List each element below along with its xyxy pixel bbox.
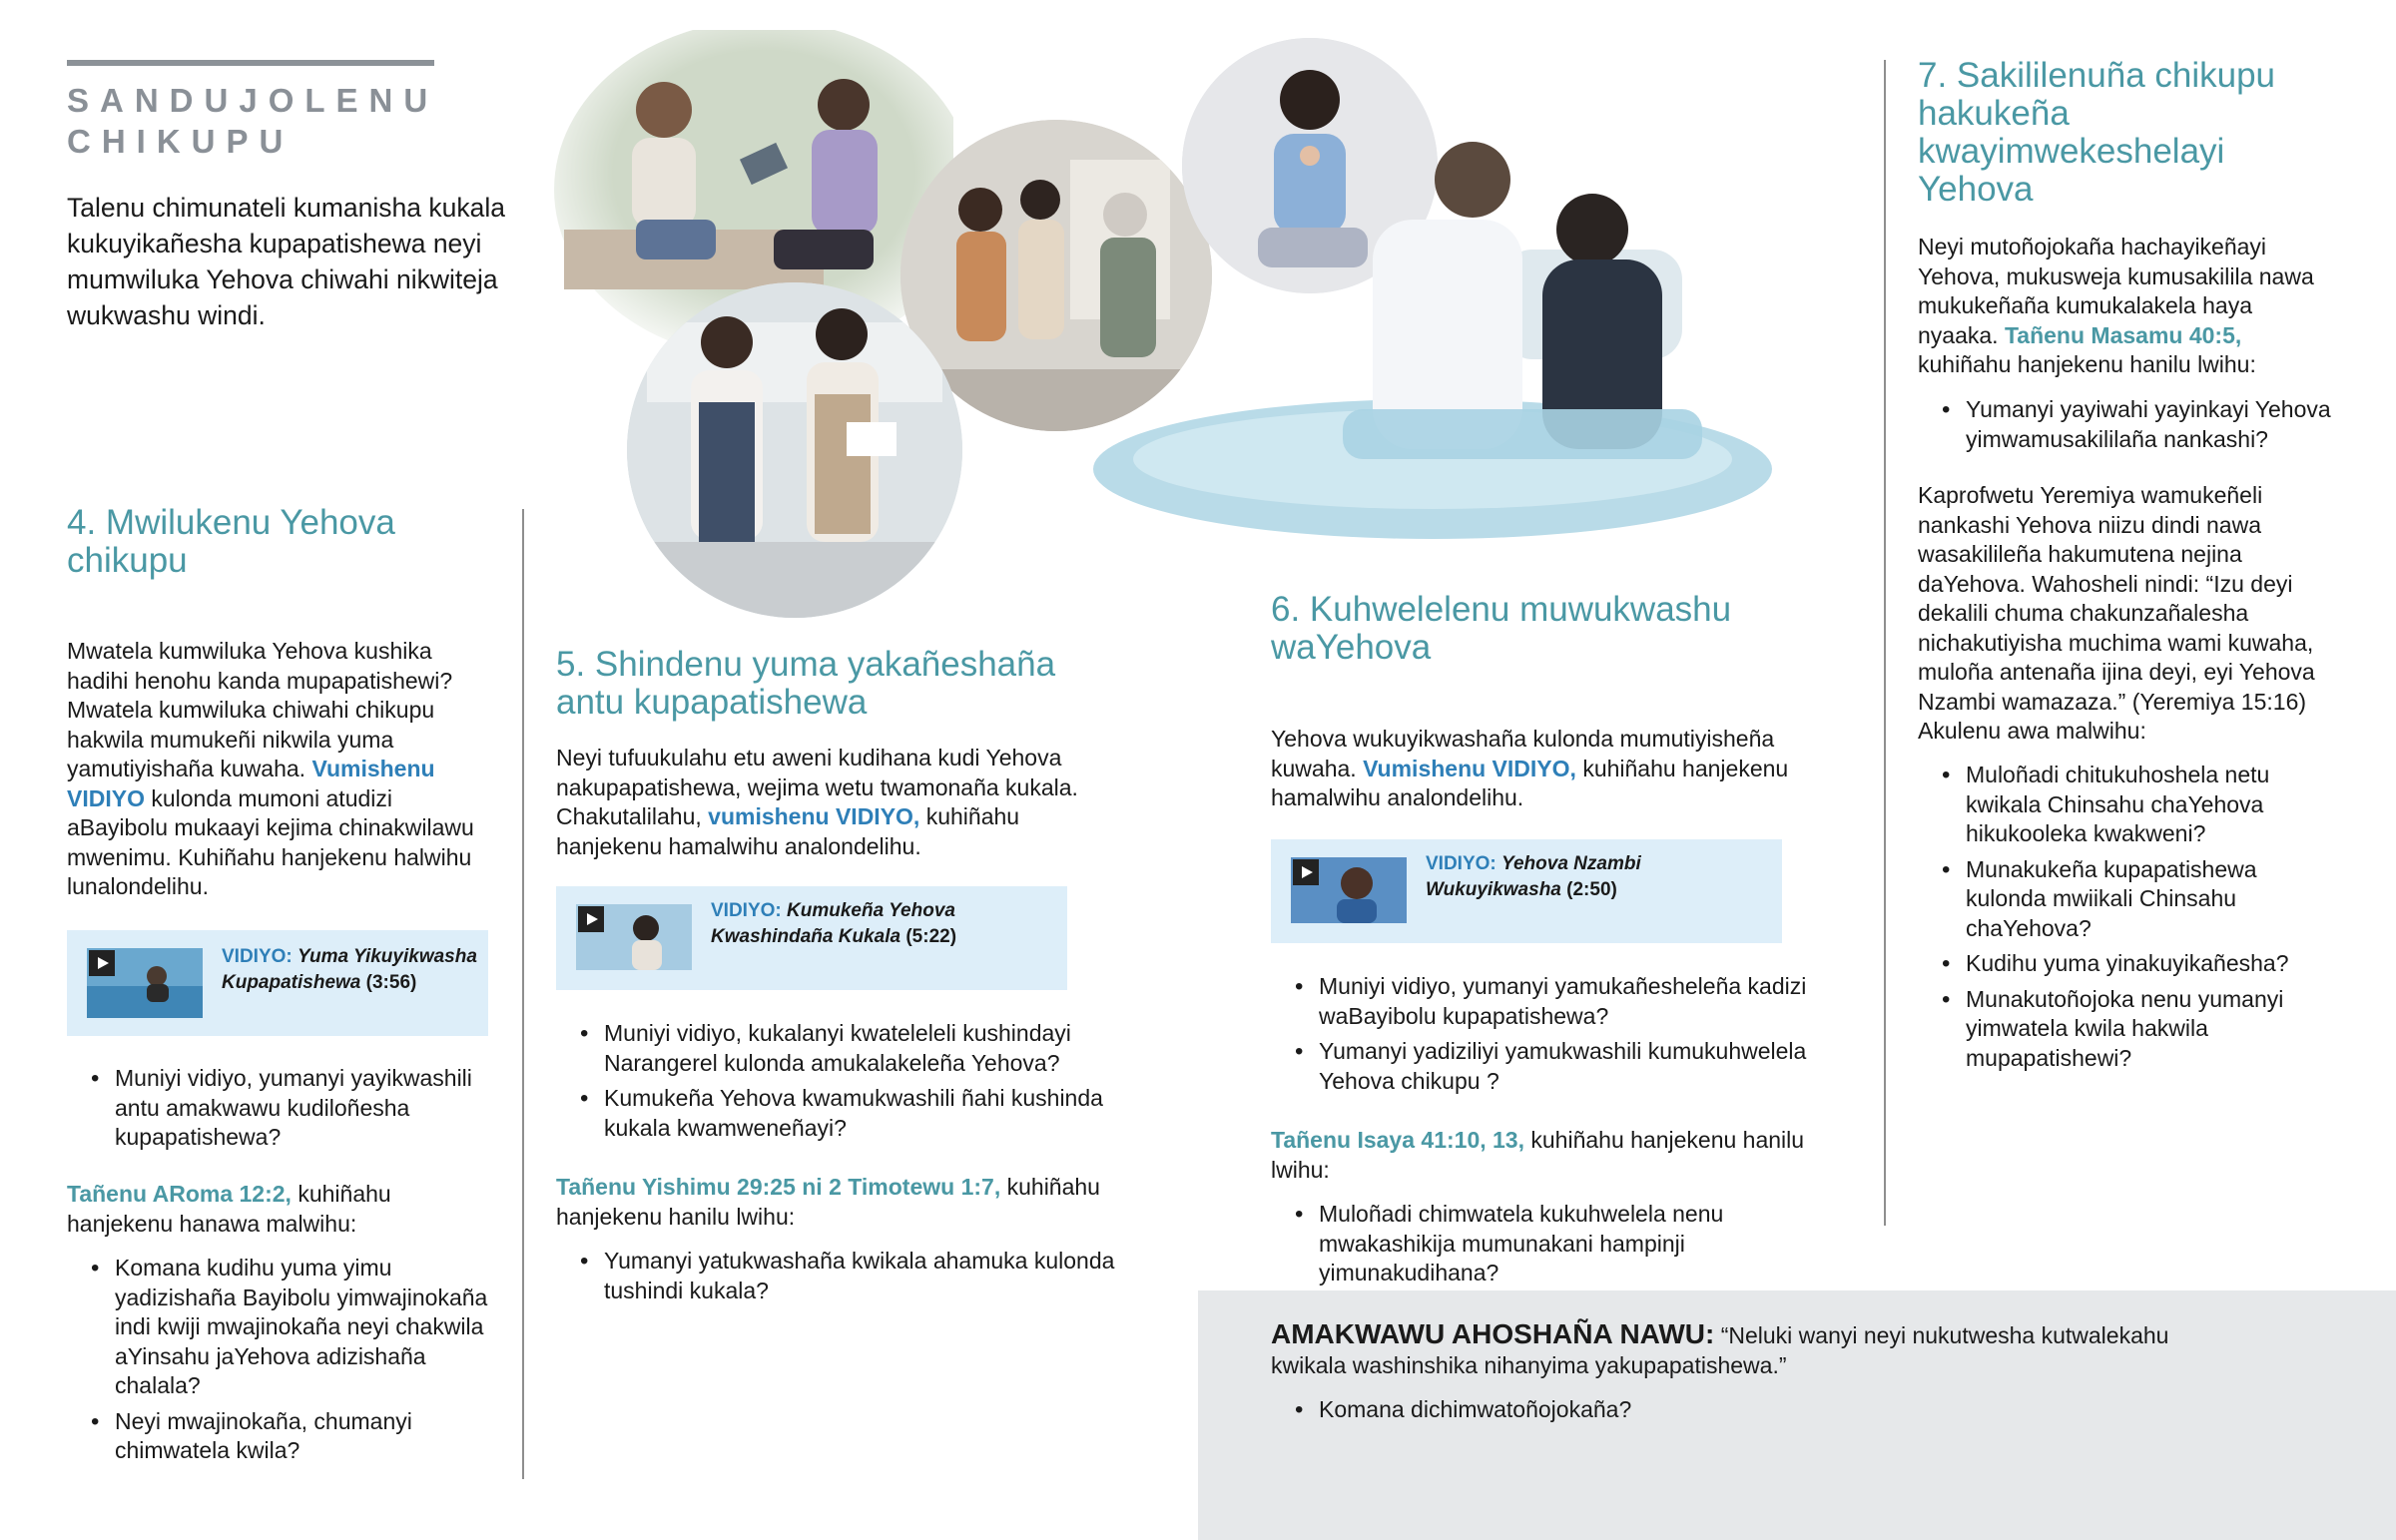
section4-video-title: Yuma Yikuyikwasha Kupapatishewa bbox=[222, 946, 477, 993]
section5-video-title: Kumukeña Yehova Kwashindaña Kukala bbox=[711, 900, 955, 947]
section4-heading: 4. Mwilukenu Yehova chikupu bbox=[67, 503, 395, 580]
section6-video-link[interactable]: Vumishenu VIDIYO, bbox=[1363, 755, 1576, 781]
section7-questions-a bbox=[1918, 395, 2337, 460]
section6-video-label bbox=[1426, 851, 1745, 903]
page-title-line1: SANDUJOLENU bbox=[67, 82, 439, 119]
section4-paragraph-cont: kulonda mumoni atudizi aBayibolu mukaayi kejima chinakwilawu mwenimu. Kuhiñahu hanjekenu halwihu lunalondelihu. bbox=[67, 784, 474, 899]
header-rule bbox=[67, 60, 434, 66]
section6-question-2: • Yumanyi yadiziliyi yamukwashili kumukuhwelela Yehova chikupu ? bbox=[1271, 1037, 1840, 1096]
section4-video-label bbox=[222, 944, 481, 996]
section5-video-thumbnail[interactable] bbox=[576, 904, 692, 970]
section4-question-3: • Neyi mwajinokaña, chumanyi chimwatela kwila? bbox=[67, 1407, 496, 1466]
section6-paragraph bbox=[1271, 725, 1810, 813]
section6-question-3: • Muloñadi chimwatela kukuhwelela nenu mwakashikija mumunakani hampinji yimunakudihana? bbox=[1271, 1200, 1840, 1288]
column-divider-1 bbox=[522, 509, 524, 1479]
section6-video-thumbnail[interactable] bbox=[1291, 857, 1407, 923]
intro-text: Talenu chimunateli kumanisha kukala kukuyikañesha kupapatishewa neyi mumwiluka Yehova chiwahi nikwiteja wukwashu windi. bbox=[67, 193, 505, 330]
page-title-line2: CHIKUPU bbox=[67, 123, 295, 160]
section6-paragraph-text: Yehova wukuyikwashaña kulonda mumutiyisheña kuwaha. bbox=[1271, 726, 1775, 781]
section7-scripture-link[interactable]: Tañenu Masamu 40:5, bbox=[2004, 321, 2242, 348]
section5-paragraph-cont: kuhiñahu hanjekenu hamalwihu analondelihu. bbox=[556, 803, 1020, 859]
section4-scripture-link[interactable]: Tañenu ARoma 12:2, bbox=[67, 1181, 292, 1207]
section4-reading bbox=[67, 1180, 490, 1239]
section6-reading bbox=[1271, 1126, 1830, 1185]
section5-question-3: • Yumanyi yatukwashaña kwikala ahamuka kulonda tushindi kukala? bbox=[556, 1247, 1130, 1305]
others-say-question-1: • Komana dichimwatoñojokaña? bbox=[1271, 1395, 2070, 1425]
section6-scripture-link[interactable]: Tañenu Isaya 41:10, 13, bbox=[1271, 1127, 1524, 1153]
section7-question-1: • Yumanyi yayiwahi yayinkayi Yehova yimwamusakililaña nankashi? bbox=[1918, 395, 2337, 454]
section6-video-card[interactable] bbox=[1271, 839, 1782, 943]
video-keyword: VIDIYO: bbox=[222, 946, 293, 967]
section4-video-thumbnail[interactable] bbox=[87, 948, 203, 1018]
section5-video-duration: (5:22) bbox=[905, 926, 957, 947]
others-say-quote: “Neluki wanyi neyi nukutwesha kutwalekahu kwikala washinshika nihanyima yakupapatishewa.” bbox=[1271, 1322, 2169, 1378]
section5-video-link[interactable]: vumishenu VIDIYO, bbox=[708, 803, 920, 829]
section6-video-duration: (2:50) bbox=[1566, 879, 1617, 900]
section4-video-duration: (3:56) bbox=[365, 972, 417, 993]
section4-question-2: • Komana kudihu yuma yimu yadizishaña Bayibolu yimwajinokaña indi kwiji mwajinokaña neyi chakwila aYinsahu jaYehova adizishaña chalala? bbox=[67, 1254, 496, 1401]
section4-paragraph bbox=[67, 637, 490, 902]
section5-video-label bbox=[711, 898, 1050, 950]
section7-question-2: • Muloñadi chitukuhoshela netu kwikala Chinsahu chaYehova hikukooleka kwakweni? bbox=[1918, 761, 2337, 849]
illustration-baptism bbox=[1073, 140, 1772, 559]
workplace-conversation-illustration bbox=[627, 282, 962, 618]
section4-question-1: • Muniyi vidiyo, yumanyi yayikwashili antu amakwawu kudiloñesha kupapatishewa? bbox=[67, 1064, 496, 1153]
section7-paragraph-1 bbox=[1918, 233, 2332, 380]
section5-paragraph-text: Neyi tufuukulahu etu aweni kudihana kudi Yehova nakupapatishewa, wejima wetu twamonaña kukala. Chakutalilahu, bbox=[556, 745, 1078, 829]
play-icon[interactable] bbox=[578, 906, 604, 932]
section6-heading: 6. Kuhwelelenu muwukwashu waYehova bbox=[1271, 590, 1732, 667]
play-icon[interactable] bbox=[89, 950, 115, 976]
section4-questions-b bbox=[67, 1254, 496, 1472]
section5-questions-b bbox=[556, 1247, 1130, 1311]
column-divider-2 bbox=[1884, 60, 1886, 1226]
section7-question-5: • Munakutoñojoka nenu yumanyi yimwatela kwila hakwila mupapatishewi? bbox=[1918, 985, 2337, 1074]
section6-paragraph-cont: kuhiñahu hanjekenu hamalwihu analondelihu. bbox=[1271, 755, 1789, 810]
section7-paragraph-text: Neyi mutoñojokaña hachayikeñayi Yehova, mukusweja kumusakilila nawa mukukeñaña kumukalakela haya nyaaka. bbox=[1918, 234, 2314, 348]
section7-paragraph-cont: kuhiñahu hanjekenu hanilu lwihu: bbox=[1918, 351, 2256, 377]
section6-question-1: • Muniyi vidiyo, yumanyi yamukañesheleña kadizi waBayibolu kupapatishewa? bbox=[1271, 972, 1840, 1031]
section4-reading-text: kuhiñahu hanjekenu hanawa malwihu: bbox=[67, 1181, 391, 1237]
section5-scripture-link[interactable]: Tañenu Yishimu 29:25 ni 2 Timotewu 1:7, bbox=[556, 1174, 1001, 1200]
video-keyword: VIDIYO: bbox=[1426, 853, 1497, 874]
section4-video-link[interactable]: Vumishenu VIDIYO bbox=[67, 756, 435, 811]
section5-heading: 5. Shindenu yuma yakañeshaña antu kupapatishewa bbox=[556, 645, 1056, 722]
others-say-text bbox=[1271, 1319, 2209, 1380]
section7-paragraph-2: Kaprofwetu Yeremiya wamukeñeli nankashi Yehova niizu dindi nawa wasakilileña hakumutena nejina daYehova. Wahosheli nindi: “Izu deyi dekalili chuma chakunzañalesha nichakutiyisha muchima wami kuwaha, muloña antenaña ijina deyi, eyi Yehova Nzambi wamazaza.” (Yeremiya 15:16) Akulenu awa malwihu: bbox=[1918, 482, 2315, 744]
section4-paragraph-text: Mwatela kumwiluka Yehova kushika hadihi henohu kanda mupapatishewi? Mwatela kumwiluka chiwahi chikupu hakwila mumukeñi nikwila yuma yamutiyishaña kuwaha. bbox=[67, 638, 453, 781]
illustration-workplace bbox=[627, 282, 962, 618]
others-say-label: AMAKWAWU AHOSHAÑA NAWU: bbox=[1271, 1318, 1715, 1349]
section6-questions-b bbox=[1271, 1200, 1840, 1294]
section5-question-1: • Muniyi vidiyo, kukalanyi kwateleleli kushindayi Narangerel kulonda amukalakeleña Yehova? bbox=[556, 1019, 1130, 1078]
section5-question-2: • Kumukeña Yehova kwamukwashili ñahi kushinda kukala kwamweneñayi? bbox=[556, 1084, 1130, 1143]
page-title bbox=[67, 80, 438, 162]
section5-reading-text: kuhiñahu hanjekenu hanilu lwihu: bbox=[556, 1174, 1100, 1230]
section7-heading: 7. Sakililenuña chikupu hakukeña kwayimwekeshelayi Yehova bbox=[1918, 56, 2276, 209]
baptism-illustration bbox=[1073, 140, 1772, 559]
section7-question-3: • Munakukeña kupapatishewa kulonda mwiikali Chinsahu chaYehova? bbox=[1918, 855, 2337, 944]
section6-video-title: Yehova Nzambi Wukuyikwasha bbox=[1426, 853, 1641, 900]
section6-reading-text: kuhiñahu hanjekenu hanilu lwihu: bbox=[1271, 1127, 1805, 1183]
section7-question-4: • Kudihu yuma yinakuyikañesha? bbox=[1918, 949, 2337, 979]
section4-video-card[interactable] bbox=[67, 930, 488, 1036]
section5-paragraph bbox=[556, 744, 1115, 861]
section4-questions-a bbox=[67, 1064, 496, 1159]
section5-reading bbox=[556, 1173, 1115, 1232]
section7-questions-b bbox=[1918, 761, 2337, 1079]
section6-questions-a bbox=[1271, 972, 1840, 1102]
section5-video-card[interactable] bbox=[556, 886, 1067, 990]
video-keyword: VIDIYO: bbox=[711, 900, 782, 921]
play-icon[interactable] bbox=[1293, 859, 1319, 885]
others-say-questions bbox=[1271, 1395, 2070, 1431]
section5-questions-a bbox=[556, 1019, 1130, 1149]
